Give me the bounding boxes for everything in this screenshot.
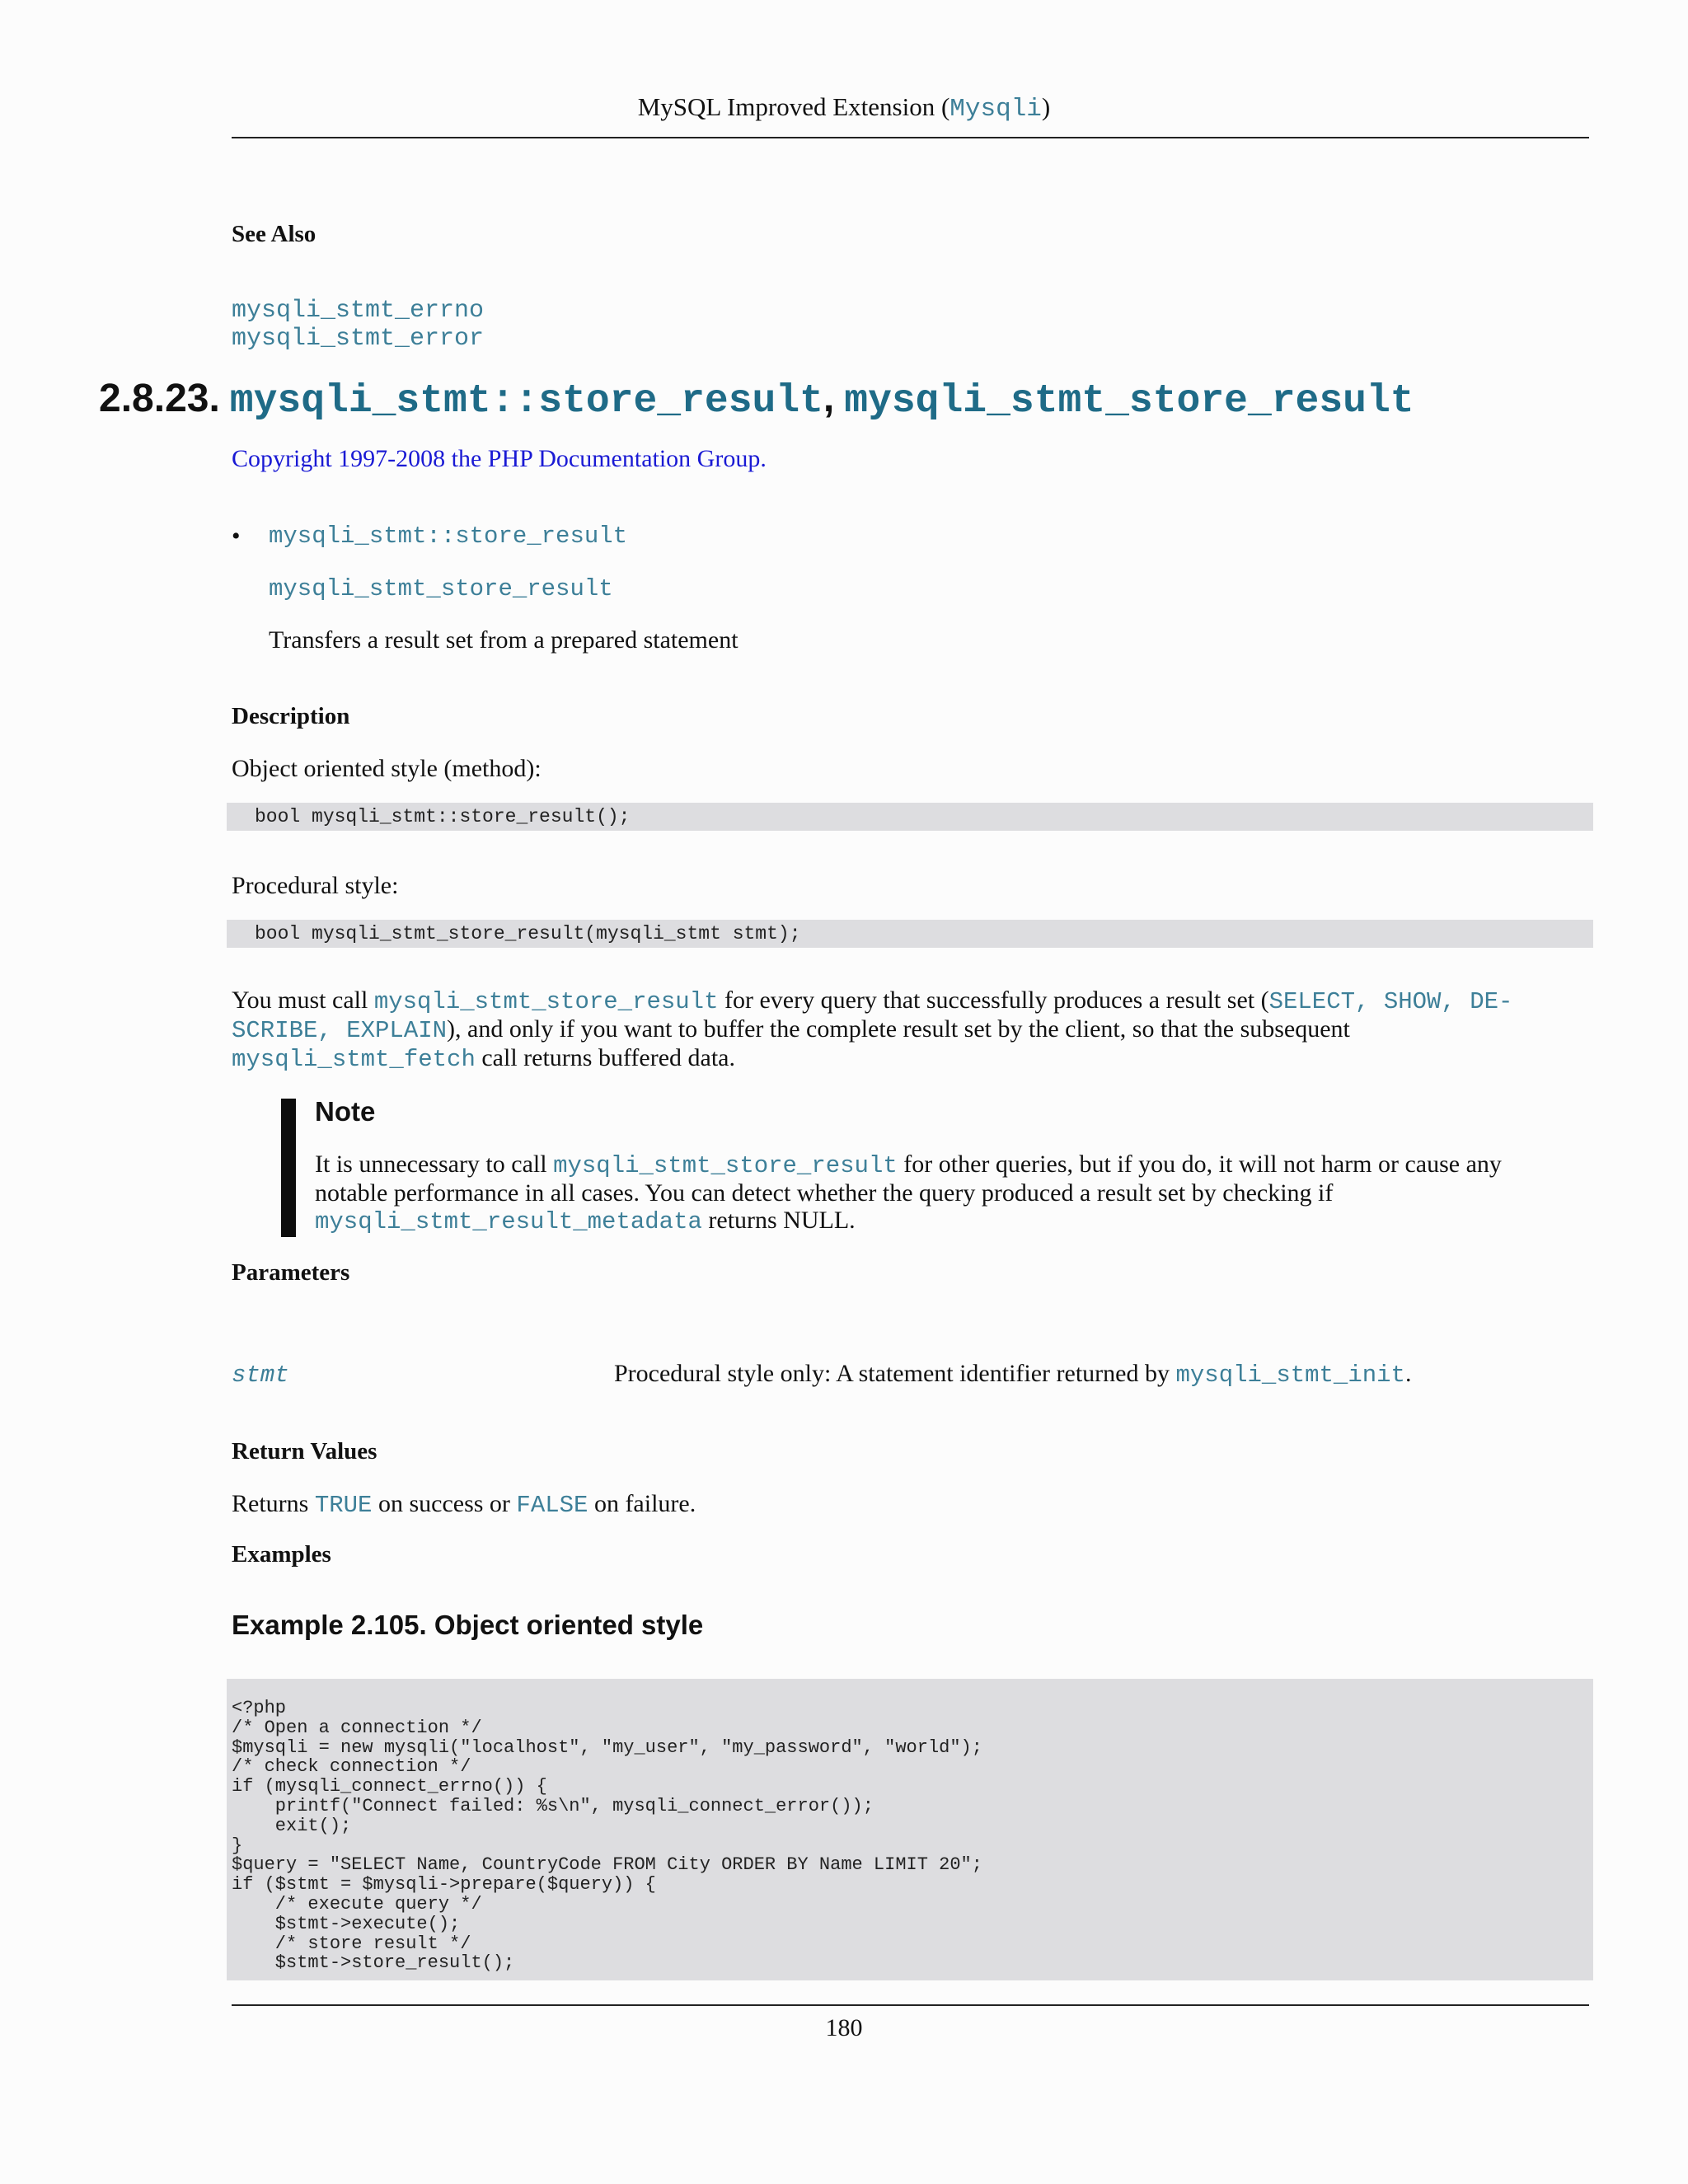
para-text: call returns buffered data.: [475, 1044, 735, 1071]
return-code: TRUE: [314, 1492, 373, 1519]
proc-synopsis-text: bool mysqli_stmt_store_result(mysqli_stmt stmt);: [255, 923, 801, 944]
example-code-block: [227, 1679, 1593, 1980]
header-rule: [232, 137, 1589, 138]
running-header: [0, 92, 1688, 124]
return-text-part: Returns: [232, 1490, 315, 1517]
oo-synopsis: [227, 803, 1593, 831]
header-title-prefix: MySQL Improved Extension (: [637, 92, 950, 121]
note-text-part: for other queries, but if you do, it will not harm or cause any notable performance in all cases. You can detect whether the query produced a result set by checking if: [315, 1151, 1502, 1207]
note-text-part: It is unnecessary to call: [315, 1151, 554, 1178]
para-code: SCRIBE, EXPLAIN: [232, 1017, 448, 1044]
examples-heading: Examples: [232, 1541, 331, 1568]
para-text: ), and only if you want to buffer the complete result set by the client, so that the subsequent: [447, 1015, 1350, 1043]
para-text: for every query that successfully produces a result set (: [718, 987, 1269, 1014]
refname-oo: mysqli_stmt::store_result: [269, 523, 628, 550]
note-code-link[interactable]: mysqli_stmt_result_metadata: [315, 1208, 702, 1235]
description-paragraph: [232, 987, 1592, 1073]
section-number: 2.8.23.: [99, 377, 220, 420]
procedural-synopsis: [227, 920, 1593, 948]
note-title: Note: [315, 1096, 376, 1127]
param-desc-end: .: [1404, 1360, 1412, 1387]
param-desc-code-link[interactable]: mysqli_stmt_init: [1175, 1361, 1405, 1389]
bullet-marker: •: [232, 523, 241, 550]
return-values-text: [232, 1490, 696, 1519]
procedural-style-label: Procedural style:: [232, 872, 399, 899]
para-code-link[interactable]: mysqli_stmt_fetch: [232, 1046, 476, 1073]
copyright-link[interactable]: Copyright 1997-2008 the PHP Documentation Group.: [232, 445, 767, 472]
page-number: 180: [825, 2014, 863, 2041]
refname-purpose: Transfers a result set from a prepared statement: [269, 626, 738, 654]
header-title-code: Mysqli: [950, 95, 1042, 124]
return-text-part: on success or: [372, 1490, 517, 1517]
param-desc-text: Procedural style only: A statement identifier returned by: [614, 1360, 1176, 1387]
note-code-link[interactable]: mysqli_stmt_store_result: [553, 1152, 898, 1179]
see-also-list: [232, 297, 484, 353]
parameter-description: [614, 1360, 1411, 1389]
header-title-suffix: ): [1041, 92, 1051, 121]
return-values-heading: Return Values: [232, 1438, 377, 1465]
note-sidebar-bar: [281, 1099, 296, 1237]
section-function-oo: mysqli_stmt::store_result: [229, 379, 823, 424]
see-also-link[interactable]: mysqli_stmt_errno: [232, 297, 485, 325]
return-text-part: on failure.: [588, 1490, 696, 1517]
section-title: [99, 376, 1414, 424]
see-also-link[interactable]: mysqli_stmt_error: [232, 325, 485, 353]
footer-rule: [232, 2004, 1589, 2006]
section-separator: ,: [823, 377, 835, 420]
note-text: [315, 1151, 1576, 1235]
para-code-link[interactable]: mysqli_stmt_store_result: [373, 988, 719, 1015]
para-code: SELECT, SHOW, DE-: [1268, 988, 1513, 1015]
refname-proc: mysqli_stmt_store_result: [269, 575, 613, 602]
para-text: You must call: [232, 987, 374, 1014]
oo-synopsis-text: bool mysqli_stmt::store_result();: [255, 806, 631, 827]
parameter-name: stmt: [232, 1361, 289, 1389]
example-code: <?php /* Open a connection */ $mysqli = new mysqli("localhost", "my_user", "my_password", "world"); /* check connection */ if (mysqli_connect_errno()) { printf("Connect failed: %s\n", mysqli_connect_error()); exit(); } $query = "SELECT Name, CountryCode FROM City ORDER BY Name LIMIT 20"; if ($stmt = $mysqli->prepare($query)) { /* execute query */ $stmt->execute(); /* store result */ $stmt->store_result();: [232, 1698, 982, 1974]
description-heading: Description: [232, 703, 350, 729]
return-code: FALSE: [516, 1492, 588, 1519]
oo-style-label: Object oriented style (method):: [232, 755, 542, 782]
note-text-part: returns NULL.: [701, 1207, 856, 1234]
see-also-heading: See Also: [232, 221, 316, 247]
parameters-heading: Parameters: [232, 1259, 350, 1286]
section-function-proc: mysqli_stmt_store_result: [844, 379, 1414, 424]
example-title: Example 2.105. Object oriented style: [232, 1610, 704, 1640]
